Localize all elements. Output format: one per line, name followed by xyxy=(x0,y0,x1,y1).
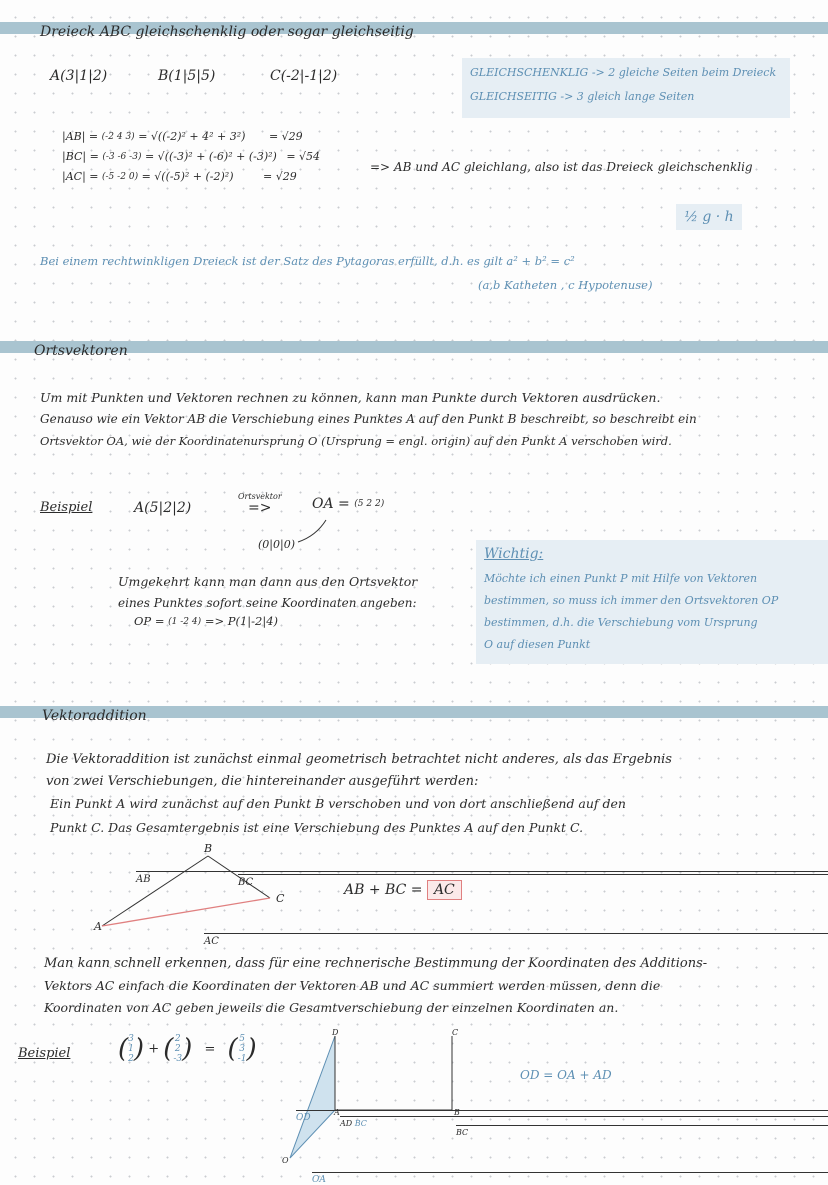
sum-result: AC xyxy=(427,880,462,900)
point-diagram xyxy=(280,1030,460,1166)
oa-vector: (5 2 2) xyxy=(354,499,385,509)
tri-label-c: C xyxy=(276,892,285,905)
triangle-diagram xyxy=(80,840,300,940)
op-label: OP = xyxy=(134,614,165,628)
tri-label-ab: AB xyxy=(136,874,828,885)
mag-ac-label: |AC| = xyxy=(62,170,99,183)
area-formula-box xyxy=(676,204,742,230)
origin-arrow xyxy=(296,516,336,546)
mag-ab-calc: = √((-2)² + 4² + 3²) xyxy=(138,130,246,143)
mag-ab-label: |AB| = xyxy=(62,130,99,143)
mag-ab-result: = √29 xyxy=(268,130,303,143)
op-vector: (1 -2 4) xyxy=(168,617,202,627)
beispiel-label-2: Beispiel xyxy=(18,1046,71,1061)
area-formula: ½ g · h xyxy=(684,209,734,225)
plus-sign: + xyxy=(148,1041,160,1057)
ortsvektor-para-3: Ortsvektor OA, wie der Koordinatenursprung O (Ursprung = engl. origin) auf den Punkt A verschoben wird. xyxy=(40,434,672,448)
vector-bc: (-3 -6 -3) xyxy=(102,152,142,162)
diag-label-ad-bc xyxy=(340,1119,828,1128)
conclusion-text: => AB und AC gleichlang, also ist das Dreieck gleichschenklig xyxy=(370,160,753,174)
mag-ac-result: = √29 xyxy=(263,170,297,183)
oa-label: OA = xyxy=(312,496,350,512)
pythagoras-text: Bei einem rechtwinkligen Dreieck ist der Satz des Pytagoras erfüllt, d.h. es gilt a² + b² = c² xyxy=(40,254,575,268)
diag-label-ad: AD xyxy=(340,1119,353,1128)
diag-label-od: OD xyxy=(296,1113,828,1123)
diag-label-c: C xyxy=(452,1028,459,1037)
magnitude-bc-row xyxy=(62,150,320,163)
arrow-implies: => xyxy=(248,500,272,516)
diag-label-o: O xyxy=(282,1156,289,1165)
wichtig-line-2: bestimmen, so muss ich immer den Ortsvektoren OP xyxy=(484,594,779,607)
diag-label-b: B xyxy=(454,1108,460,1117)
rechnung-para-1: Man kann schnell erkennen, dass für eine rechnerische Bestimmung der Koordinaten des Additions- xyxy=(44,956,708,971)
wichtig-line-3: bestimmen, d.h. die Verschiebung vom Ursprung xyxy=(484,616,758,629)
beispiel-label-1: Beispiel xyxy=(40,500,93,515)
tri-label-ac: AC xyxy=(204,936,828,947)
addition-para-3: Ein Punkt A wird zunächst auf den Punkt B verschoben und von dort anschließend auf den xyxy=(50,796,626,811)
rechnung-para-2: Vektors AC einfach die Koordinaten der Vektoren AB und AC summiert werden müssen, denn die xyxy=(44,978,661,993)
vector-addition-example: (3 1 2) + ( 2 2 -3) = ( 5 3 -1) xyxy=(118,1034,257,1064)
addition-para-4: Punkt C. Das Gesamtergebnis ist eine Verschiebung des Punktes A auf den Punkt C. xyxy=(50,820,584,835)
rechnung-para-3: Koordinaten von AC geben jeweils die Gesamtverschiebung der einzelnen Koordinaten an. xyxy=(44,1000,619,1015)
tri-label-a: A xyxy=(94,920,102,933)
edge-ac xyxy=(102,898,270,926)
od-formula-text: OD = OA + AD xyxy=(520,1068,612,1082)
oa-vector-equation xyxy=(312,496,384,512)
op-example xyxy=(134,614,278,628)
tri-label-bc: BC xyxy=(238,877,828,888)
example-vector-1: 3 1 2 xyxy=(128,1034,134,1064)
umgekehrt-line-2: eines Punktes sofort seine Koordinaten angeben: xyxy=(118,596,417,610)
ortsvektor-para-1: Um mit Punkten und Vektoren rechnen zu können, kann man Punkte durch Vektoren ausdrücken. xyxy=(40,390,661,405)
vector-ab: (-2 4 3) xyxy=(101,132,135,142)
mag-bc-calc: = √((-3)² + (-6)² + (-3)²) xyxy=(144,150,277,163)
magnitude-ab-row xyxy=(62,130,303,143)
point-c: C(-2|-1|2) xyxy=(270,68,338,84)
pythagoras-note: (a,b Katheten , c Hypotenuse) xyxy=(478,278,653,292)
section-title-triangle: Dreieck ABC gleichschenklig oder sogar gleichseitig xyxy=(40,24,414,40)
point-a: A(3|1|2) xyxy=(50,68,108,84)
wichtig-line-1: Möchte ich einen Punkt P mit Hilfe von Vektoren xyxy=(484,572,758,585)
vector-sum-equation xyxy=(344,882,462,898)
mag-bc-result: = √54 xyxy=(286,150,321,163)
magnitude-ac-row xyxy=(62,170,297,183)
tri-label-b: B xyxy=(204,842,213,855)
example-vector-2: 2 2 -3 xyxy=(173,1034,183,1064)
section-title-vektoraddition: Vektoraddition xyxy=(42,708,147,724)
ortsvektor-para-2: Genauso wie ein Vektor AB die Verschiebung eines Punktes A auf den Punkt B beschreibt, so beschreibt ein xyxy=(40,412,697,426)
equals-sign: = xyxy=(204,1041,216,1057)
diag-label-bc-1: BC xyxy=(354,1119,367,1128)
section-title-ortsvektoren: Ortsvektoren xyxy=(34,343,128,359)
diag-label-a: A xyxy=(334,1108,340,1117)
od-formula xyxy=(520,1068,612,1082)
vector-ac: (-5 -2 0) xyxy=(102,172,139,182)
wichtig-title: Wichtig: xyxy=(484,546,544,562)
mag-ac-calc: = √((-5)² + (-2)²) xyxy=(141,170,234,183)
sum-left: AB + BC = xyxy=(344,882,423,898)
example-vector-3: 5 3 -1 xyxy=(237,1034,247,1064)
def-gleichschenklig: GLEICHSCHENKLIG -> 2 gleiche Seiten beim Dreieck xyxy=(470,66,777,79)
point-b: B(1|5|5) xyxy=(158,68,216,84)
mag-bc-label: |BC| = xyxy=(62,150,99,163)
diag-label-bc-2: BC xyxy=(456,1128,828,1137)
def-gleichseitig: GLEICHSEITIG -> 3 gleich lange Seiten xyxy=(470,90,695,103)
edge-ab xyxy=(102,856,208,926)
arrow-label-ortsvektor: Ortsvektor xyxy=(238,492,282,501)
addition-para-1: Die Vektoraddition ist zunächst einmal geometrisch betrachtet nicht anderes, als das Ergebnis xyxy=(46,752,672,767)
addition-para-2: von zwei Verschiebungen, die hintereinander ausgeführt werden: xyxy=(46,774,479,789)
wichtig-line-4: O auf diesen Punkt xyxy=(484,638,591,651)
diag-label-d: D xyxy=(332,1028,339,1037)
example-point-a: A(5|2|2) xyxy=(134,500,192,516)
origin-point: (0|0|0) xyxy=(258,538,295,551)
umgekehrt-line-1: Umgekehrt kann man dann aus den Ortsvektor xyxy=(118,574,418,589)
diag-label-oa: OA xyxy=(312,1175,828,1185)
op-result: => P(1|-2|4) xyxy=(204,614,279,628)
